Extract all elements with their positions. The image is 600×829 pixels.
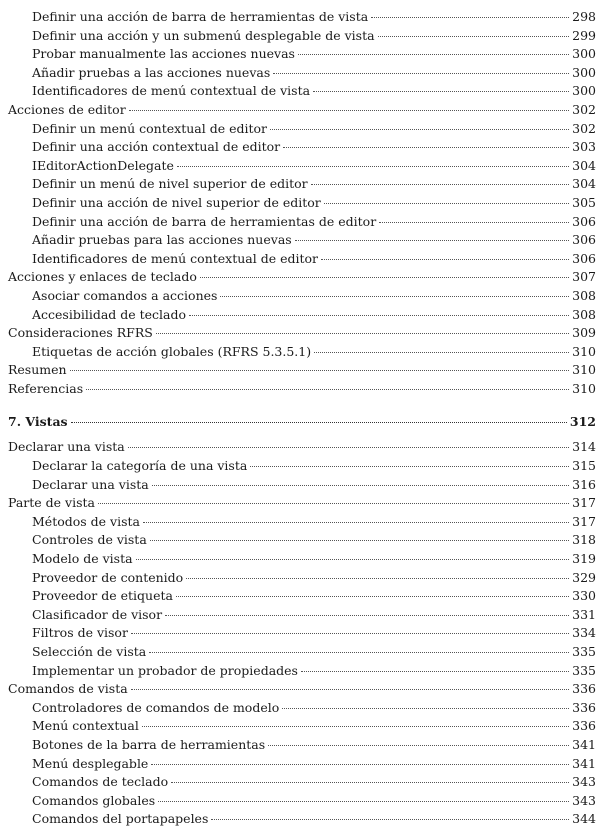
dot-leader: [270, 129, 569, 130]
entry-title: Comandos globales: [32, 792, 156, 808]
entry-title: Comandos del portapapeles: [32, 811, 209, 827]
toc-subsection-entry[interactable]: [8, 250, 596, 269]
toc-section-entry[interactable]: [8, 438, 596, 457]
entry-title: IEditorActionDelegate: [32, 157, 174, 173]
entry-title: Asociar comandos a acciones: [32, 287, 218, 303]
dot-leader: [189, 315, 569, 316]
dot-leader: [283, 147, 569, 148]
toc-subsection-entry[interactable]: [8, 736, 596, 755]
entry-title: Definir una acción contextual de editor: [32, 139, 281, 155]
entry-page-number: 330: [572, 588, 596, 604]
entry-title: Definir un menú contextual de editor: [32, 120, 267, 136]
toc-section-acciones: [8, 8, 596, 398]
entry-page-number: 302: [572, 120, 596, 136]
dot-leader: [131, 633, 569, 634]
dot-leader: [324, 203, 569, 204]
entry-title: Acciones y enlaces de teclado: [8, 269, 197, 285]
entry-title: Etiquetas de acción globales (RFRS 5.3.5.1): [32, 343, 312, 359]
entry-page-number: 335: [572, 644, 596, 659]
toc-subsection-entry[interactable]: [8, 157, 596, 176]
toc-subsection-entry[interactable]: [8, 343, 596, 362]
entry-page-number: 306: [572, 250, 596, 266]
dot-leader: [149, 652, 569, 653]
dot-leader: [129, 110, 569, 111]
entry-title: Declarar la categoría de una vista: [32, 458, 248, 474]
entry-page-number: 341: [572, 736, 596, 752]
dot-leader: [71, 422, 567, 423]
entry-page-number: 307: [572, 269, 596, 285]
entry-page-number: 309: [572, 325, 596, 341]
entry-page-number: 335: [572, 662, 596, 678]
dot-leader: [321, 259, 569, 260]
toc-section-entry[interactable]: [8, 494, 596, 513]
entry-page-number: 310: [572, 343, 596, 359]
toc-subsection-entry[interactable]: [8, 194, 596, 213]
dot-leader: [136, 559, 570, 560]
dot-leader: [282, 708, 569, 709]
dot-leader: [165, 615, 569, 616]
dot-leader: [211, 819, 569, 820]
entry-page-number: 317: [572, 513, 596, 529]
toc-subsection-entry[interactable]: [8, 773, 596, 792]
toc-subsection-entry[interactable]: [8, 231, 596, 250]
dot-leader: [150, 540, 569, 541]
dot-leader: [220, 296, 569, 297]
entry-title: Parte de vista: [8, 495, 95, 511]
dot-leader: [128, 447, 569, 448]
toc-section-entry[interactable]: [8, 268, 596, 287]
entry-page-number: 336: [572, 718, 596, 734]
entry-page-number: 317: [572, 495, 596, 511]
dot-leader: [298, 54, 569, 55]
entry-page-number: 308: [572, 287, 596, 303]
entry-title: Proveedor de contenido: [32, 569, 184, 585]
toc-subsection-entry[interactable]: [8, 569, 596, 588]
entry-title: Proveedor de etiqueta: [32, 588, 173, 604]
table-of-contents: [8, 8, 596, 829]
toc-subsection-entry[interactable]: [8, 138, 596, 157]
dot-leader: [98, 503, 569, 504]
dot-leader: [371, 17, 569, 18]
entry-page-number: 306: [572, 213, 596, 229]
dot-leader: [176, 596, 569, 597]
dot-leader: [151, 764, 569, 765]
entry-page-number: 306: [572, 232, 596, 248]
entry-title: Probar manualmente las acciones nuevas: [32, 46, 295, 62]
toc-section-entry[interactable]: [8, 680, 596, 699]
toc-subsection-entry[interactable]: [8, 550, 596, 569]
toc-subsection-entry[interactable]: [8, 810, 596, 829]
toc-subsection-entry[interactable]: [8, 120, 596, 139]
entry-page-number: 334: [572, 625, 596, 641]
entry-title: Definir una acción y un submenú desplegable de vista: [32, 27, 375, 43]
entry-title: Definir un menú de nivel superior de editor: [32, 176, 308, 192]
entry-title: Identificadores de menú contextual de editor: [32, 250, 319, 266]
dot-leader: [70, 370, 570, 371]
toc-section-entry[interactable]: [8, 101, 596, 120]
entry-page-number: 308: [572, 306, 596, 322]
entry-title: Añadir pruebas para las acciones nuevas: [32, 232, 292, 248]
entry-title: Implementar un probador de propiedades: [32, 662, 298, 678]
entry-page-number: 305: [572, 194, 596, 210]
dot-leader: [273, 73, 569, 74]
entry-title: Declarar una vista: [8, 439, 125, 455]
dot-leader: [177, 166, 569, 167]
toc-subsection-entry[interactable]: [8, 45, 596, 64]
toc-subsection-entry[interactable]: [8, 606, 596, 625]
entry-title: Menú contextual: [32, 718, 139, 734]
entry-page-number: 336: [572, 681, 596, 697]
dot-leader: [156, 333, 569, 334]
chapter-heading: [8, 410, 596, 434]
dot-leader: [313, 91, 569, 92]
entry-title: Definir una acción de nivel superior de editor: [32, 194, 321, 210]
entry-page-number: 310: [572, 380, 596, 396]
toc-subsection-entry[interactable]: [8, 175, 596, 194]
entry-title: Controladores de comandos de modelo: [32, 699, 280, 715]
entry-title: Métodos de vista: [32, 513, 140, 529]
dot-leader: [86, 389, 569, 390]
toc-subsection-entry[interactable]: [8, 27, 596, 46]
entry-page-number: 341: [572, 755, 596, 771]
chapter-title: 7. Vistas: [8, 414, 68, 430]
entry-title: Referencias: [8, 380, 84, 396]
toc-subsection-entry[interactable]: [8, 643, 596, 662]
toc-subsection-entry[interactable]: [8, 717, 596, 736]
entry-title: Selección de vista: [32, 644, 147, 659]
entry-title: Comandos de vista: [8, 681, 128, 697]
dot-leader: [186, 578, 569, 579]
entry-title: Botones de la barra de herramientas: [32, 736, 266, 752]
toc-subsection-entry[interactable]: [8, 755, 596, 774]
toc-section-vistas: [8, 438, 596, 828]
entry-page-number: 302: [572, 101, 596, 117]
dot-leader: [131, 689, 569, 690]
entry-title: Acciones de editor: [8, 101, 126, 117]
entry-page-number: 344: [572, 811, 596, 827]
toc-subsection-entry[interactable]: [8, 587, 596, 606]
dot-leader: [379, 222, 569, 223]
entry-page-number: 299: [572, 27, 596, 43]
entry-title: Modelo de vista: [32, 551, 133, 567]
entry-page-number: 304: [572, 157, 596, 173]
entry-page-number: 318: [572, 532, 596, 548]
toc-subsection-entry[interactable]: [8, 792, 596, 811]
entry-page-number: 319: [572, 551, 596, 567]
toc-section-entry[interactable]: [8, 380, 596, 399]
toc-section-entry[interactable]: [8, 361, 596, 380]
dot-leader: [314, 352, 569, 353]
entry-page-number: 343: [572, 774, 596, 790]
entry-page-number: 316: [572, 476, 596, 492]
toc-subsection-entry[interactable]: [8, 64, 596, 83]
toc-subsection-entry[interactable]: [8, 662, 596, 681]
entry-title: Comandos de teclado: [32, 774, 169, 790]
entry-page-number: 303: [572, 139, 596, 155]
entry-title: Resumen: [8, 362, 67, 378]
chapter-page-number: 312: [569, 414, 596, 430]
entry-page-number: 310: [572, 362, 596, 378]
entry-title: Definir una acción de barra de herramientas de editor: [32, 213, 377, 229]
entry-title: Filtros de visor: [32, 625, 128, 641]
entry-title: Menú desplegable: [32, 755, 149, 771]
toc-subsection-entry[interactable]: [8, 513, 596, 532]
entry-page-number: 300: [572, 83, 596, 99]
entry-title: Consideraciones RFRS: [8, 325, 153, 341]
dot-leader: [143, 522, 569, 523]
entry-title: Declarar una vista: [32, 476, 149, 492]
entry-title: Controles de vista: [32, 532, 147, 548]
entry-page-number: 314: [572, 439, 596, 455]
entry-title: Accesibilidad de teclado: [32, 306, 187, 322]
entry-page-number: 300: [572, 46, 596, 62]
toc-subsection-entry[interactable]: [8, 699, 596, 718]
dot-leader: [158, 801, 569, 802]
entry-page-number: 304: [572, 176, 596, 192]
dot-leader: [311, 184, 570, 185]
dot-leader: [171, 782, 569, 783]
entry-page-number: 343: [572, 792, 596, 808]
entry-title: Definir una acción de barra de herramientas de vista: [32, 9, 369, 24]
dot-leader: [152, 485, 569, 486]
dot-leader: [301, 671, 569, 672]
toc-subsection-entry[interactable]: [8, 624, 596, 643]
toc-subsection-entry[interactable]: [8, 8, 596, 27]
toc-subsection-entry[interactable]: [8, 531, 596, 550]
dot-leader: [295, 240, 569, 241]
dot-leader: [142, 726, 569, 727]
entry-page-number: 315: [572, 458, 596, 474]
entry-page-number: 300: [572, 64, 596, 80]
entry-title: Clasificador de visor: [32, 606, 163, 622]
entry-title: Añadir pruebas a las acciones nuevas: [32, 64, 271, 80]
toc-subsection-entry[interactable]: [8, 476, 596, 495]
toc-subsection-entry[interactable]: [8, 287, 596, 306]
dot-leader: [250, 466, 569, 467]
toc-subsection-entry[interactable]: [8, 213, 596, 232]
dot-leader: [378, 36, 570, 37]
toc-subsection-entry[interactable]: [8, 306, 596, 325]
entry-page-number: 298: [572, 9, 596, 24]
toc-subsection-entry[interactable]: [8, 82, 596, 101]
toc-subsection-entry[interactable]: [8, 457, 596, 476]
entry-page-number: 336: [572, 699, 596, 715]
toc-section-entry[interactable]: [8, 324, 596, 343]
entry-page-number: 329: [572, 569, 596, 585]
entry-page-number: 331: [572, 606, 596, 622]
entry-title: Identificadores de menú contextual de vista: [32, 83, 311, 99]
dot-leader: [268, 745, 569, 746]
dot-leader: [200, 277, 569, 278]
